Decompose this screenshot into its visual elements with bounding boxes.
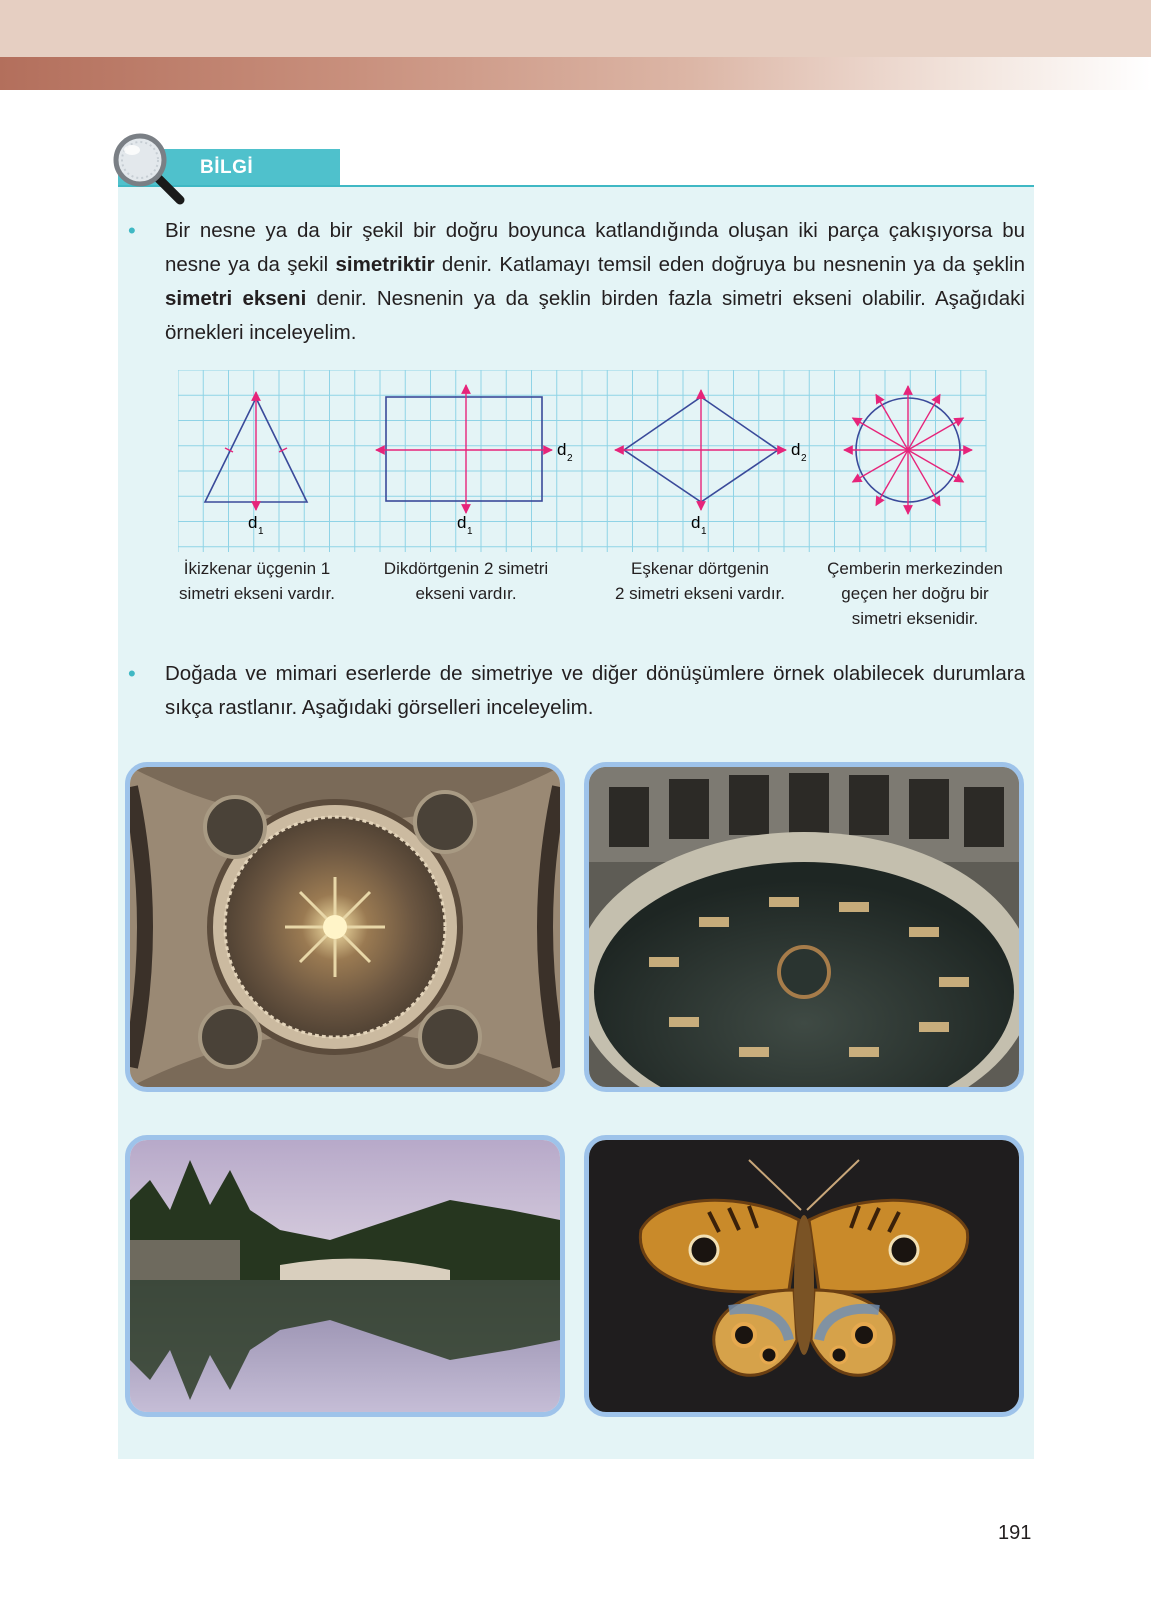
caption-line: simetri ekseni vardır. — [179, 584, 335, 603]
axis-label-d: d — [457, 513, 467, 532]
caption-triangle — [162, 556, 352, 606]
page-top-band — [0, 0, 1151, 57]
bullet-icon: • — [128, 218, 136, 243]
info-header-line — [118, 185, 1034, 187]
axis-subscript: 2 — [567, 453, 573, 464]
mosque-dome-photo — [125, 762, 565, 1092]
nature-paragraph: Doğada ve mimari eserlerde de simetriye ve diğer dönüşümlere örnek olabilecek durumlara sıkça rastlanır. Aşağıdaki görselleri inceleyelim. — [165, 662, 1025, 719]
caption-line: İkizkenar üçgenin 1 — [183, 559, 331, 578]
rectangle-shape — [386, 397, 542, 501]
axis-subscript: 1 — [701, 526, 707, 537]
butterfly-photo — [584, 1135, 1024, 1417]
axis-label-d: d — [248, 513, 258, 532]
caption-line: ekseni vardır. — [415, 584, 517, 603]
round-library-photo — [584, 762, 1024, 1092]
caption-line: Eşkenar dörtgenin — [631, 559, 769, 578]
symmetry-axes-figure — [178, 370, 1008, 560]
grid-background — [178, 370, 986, 552]
paragraph-text: denir. Katlamayı temsil eden doğruya bu nesnenin ya da şeklin — [434, 253, 1025, 276]
info-label: BİLGİ — [200, 157, 254, 178]
isosceles-triangle-figure — [205, 392, 307, 537]
bullet-icon: • — [128, 661, 136, 686]
caption-line: 2 simetri ekseni vardır. — [614, 584, 786, 603]
axis-label-d: d — [691, 513, 701, 532]
axis-subscript: 2 — [801, 453, 807, 464]
paragraph-text: denir. Nesnenin ya da şeklin birden fazla simetri ekseni olabilir. Aşağıdaki örnekleri inceleyelim. — [165, 287, 1025, 344]
caption-rhombus — [600, 556, 800, 606]
caption-line: simetri eksenidir. — [851, 609, 979, 628]
page-number: 191 — [998, 1522, 1032, 1544]
lake-reflection-photo — [125, 1135, 565, 1417]
term-simetri-ekseni: simetri ekseni — [165, 287, 307, 310]
rhombus-figure — [615, 390, 807, 537]
magnifier-icon — [110, 130, 190, 210]
caption-line: Çemberin merkezinden — [827, 559, 1003, 578]
paragraph-text: Bir nesne ya da bir şekil bir doğru boyunca katlandığında oluşan iki parça çakışıyorsa bu nesne ya da şekil — [165, 219, 1025, 276]
circle-figure — [844, 386, 972, 514]
caption-line: geçen her doğru bir — [841, 584, 989, 603]
caption-rectangle — [368, 556, 564, 606]
axis-label-d: d — [791, 440, 801, 459]
term-simetriktir: simetriktir — [335, 253, 435, 276]
page-header-stripe — [0, 57, 1151, 90]
axis-subscript: 1 — [258, 526, 264, 537]
axis-subscript: 1 — [467, 526, 473, 537]
caption-line: Dikdörtgenin 2 simetri — [383, 559, 549, 578]
definition-paragraph — [165, 214, 1025, 350]
axis-label-d: d — [557, 440, 567, 459]
caption-circle — [810, 556, 1020, 631]
